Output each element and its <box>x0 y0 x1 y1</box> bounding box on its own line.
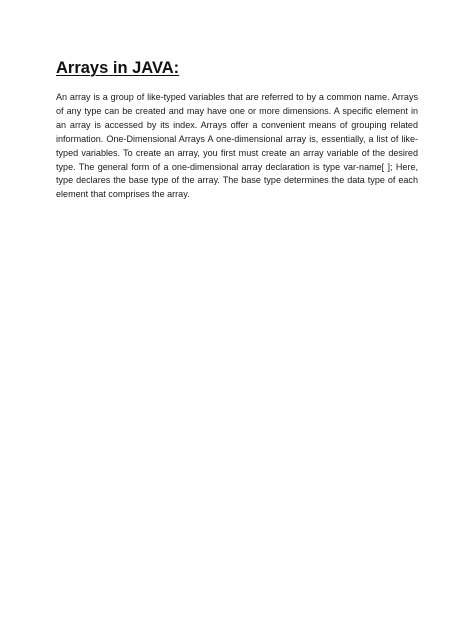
body-paragraph: An array is a group of like-typed variables that are referred to by a common name. Arrays of any type can be created and may have one or more dimensions. A specific element in an array is accessed by its index. Arrays offer a convenient means of grouping related information. One-Dimensional Arrays A one-dimensional array is, essentially, a list of like-typed variables. To create an array, you first must create an array variable of the desired type. The general form of a one-dimensional array declaration is type var-name[ ]; Here, type declares the base type of the array. The base type determines the data type of each element that comprises the array. <box>56 92 418 200</box>
document-heading: Arrays in JAVA: <box>56 59 180 77</box>
document-content <box>56 58 418 202</box>
